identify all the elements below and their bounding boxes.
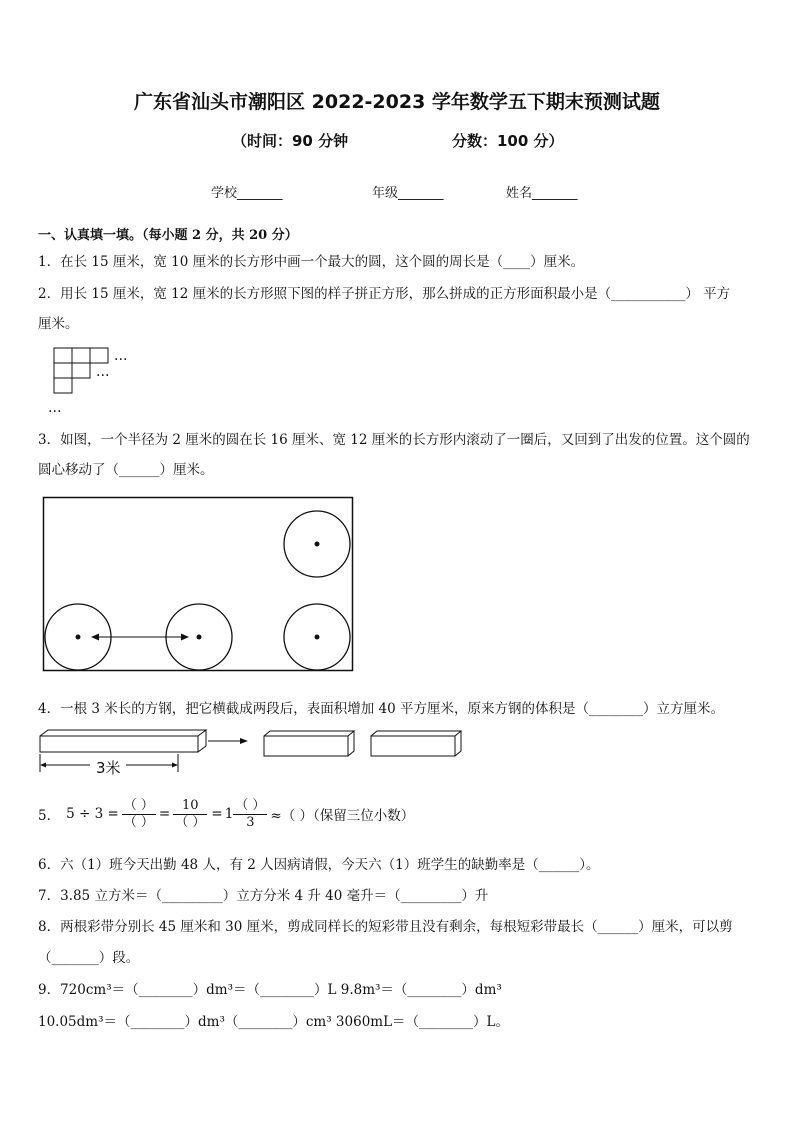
question-5 bbox=[38, 792, 414, 836]
q5-approx: ≈（ ）（保留三位小数） bbox=[270, 808, 415, 824]
question-9-line-1: 9．720cm³＝（________）dm³＝（________）L 9.8m³＝（________）dm³ bbox=[38, 982, 502, 998]
grade-field[interactable]: 年级_______ bbox=[372, 186, 444, 201]
exam-score: 分数：100 分） bbox=[452, 132, 564, 150]
question-6: 6．六（1）班今天出勤 48 人，有 2 人因病请假，今天六（1）班学生的缺勤率是（______）。 bbox=[38, 857, 600, 873]
question-7: 7．3.85 立方米＝（_________）立方分米 4 升 40 毫升＝（_________）升 bbox=[38, 888, 489, 904]
q5-number: 5． bbox=[38, 808, 61, 824]
question-3-line-2: 圆心移动了（______）厘米。 bbox=[38, 462, 214, 478]
fraction-2-denominator[interactable]: （ ） bbox=[175, 814, 206, 830]
question-2-line-2: 厘米。 bbox=[38, 316, 79, 332]
question-1: 1．在长 15 厘米，宽 10 厘米的长方形中画一个最大的圆，这个圆的周长是（____）厘米。 bbox=[38, 254, 585, 270]
question-2-line-1: 2．用长 15 厘米，宽 12 厘米的长方形照下图的样子拼正方形，那么拼成的正方形面积最小是（___________） 平方 bbox=[38, 286, 731, 302]
fraction-1-denominator[interactable]: （ ） bbox=[123, 814, 154, 830]
dots-right-row-2: … bbox=[96, 364, 110, 380]
dots-right-row-1: … bbox=[114, 348, 128, 364]
dots-bottom: … bbox=[48, 400, 62, 416]
question-9-line-2: 10.05dm³＝（________）dm³（________）cm³ 3060mL＝（________）L。 bbox=[38, 1014, 510, 1030]
question-4: 4．一根 3 米长的方钢，把它横截成两段后，表面积增加 40 平方厘米，原来方钢的体积是（________）立方厘米。 bbox=[38, 701, 725, 717]
question-8-line-1: 8．两根彩带分别长 45 厘米和 30 厘米，剪成同样长的短彩带且没有剩余，每根短彩带最长（______）厘米，可以剪 bbox=[38, 919, 733, 935]
fraction-3-numerator[interactable]: （ ） bbox=[235, 797, 266, 813]
q5-expression: 5 ÷ 3 = bbox=[66, 806, 119, 822]
question-8-line-2: （_______）段。 bbox=[38, 950, 140, 966]
school-field[interactable]: 学校_______ bbox=[211, 186, 283, 201]
question-3-line-1: 3．如图，一个半径为 2 厘米的圆在长 16 厘米、宽 12 厘米的长方形内滚动了一圈后，又回到了出发的位置。这个圆的 bbox=[38, 432, 750, 448]
page-title: 广东省汕头市潮阳区 2022-2023 学年数学五下期末预测试题 bbox=[134, 91, 660, 113]
section-heading: 一、认真填一填。（每小题 2 分，共 20 分） bbox=[38, 228, 298, 243]
equals-sign-2: = bbox=[211, 806, 223, 822]
fraction-1-numerator[interactable]: （ ） bbox=[123, 797, 154, 813]
fraction-1 bbox=[122, 798, 156, 831]
exam-time: （时间：90 分钟 bbox=[232, 132, 349, 150]
fraction-2-numerator: 10 bbox=[173, 798, 207, 815]
mixed-whole-part: 1 bbox=[224, 806, 234, 822]
name-field[interactable]: 姓名_______ bbox=[506, 186, 578, 201]
equals-sign-1: = bbox=[158, 806, 171, 822]
fraction-3 bbox=[233, 798, 267, 831]
rolling-circle-figure bbox=[43, 497, 353, 672]
fraction-2 bbox=[173, 798, 207, 831]
bar-length-label: 3米 bbox=[96, 759, 121, 777]
fraction-3-denominator: 3 bbox=[246, 814, 255, 830]
